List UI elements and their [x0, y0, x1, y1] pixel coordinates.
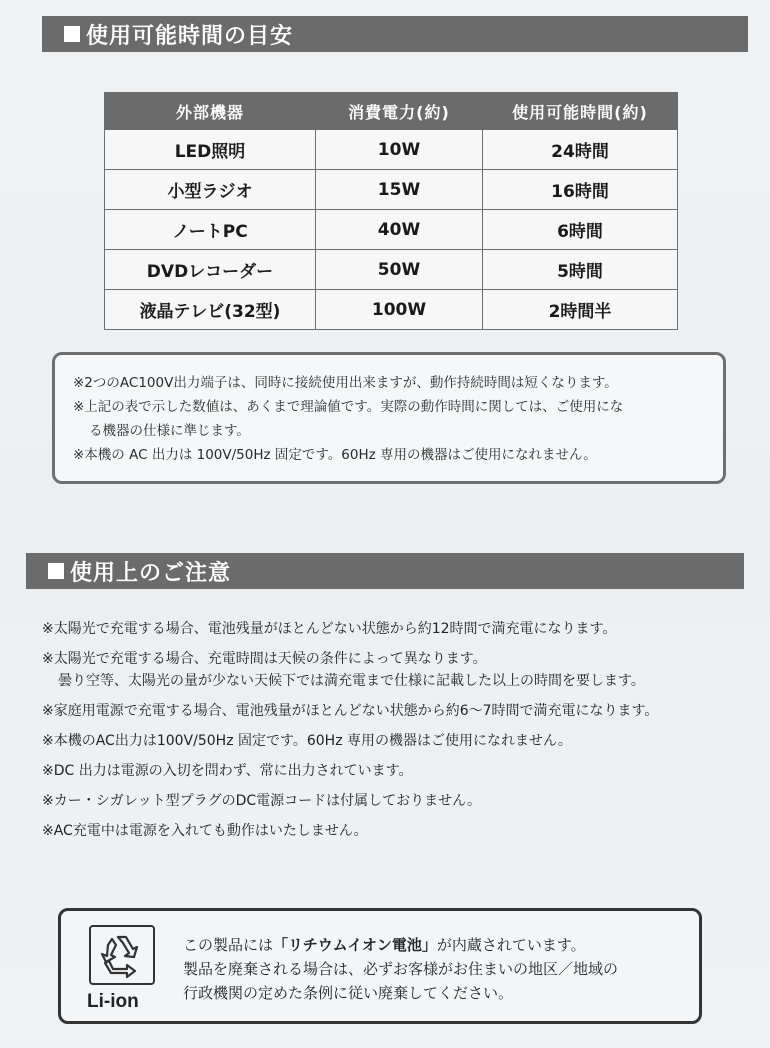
cell-device: 小型ラジオ: [105, 170, 316, 210]
cautions-list: [42, 618, 742, 842]
caution-item-continued: 曇り空等、太陽光の量が少ない天候下では満充電まで仕様に記載した以上の時間を要します。: [58, 673, 645, 689]
square-bullet-icon: [48, 563, 64, 579]
notes-box: [52, 352, 726, 484]
caution-item: ※本機のAC出力は100V/50Hz 固定です。60Hz 専用の機器はご使用になれません。: [42, 733, 572, 749]
recycle-arrows-icon: [91, 927, 153, 983]
caution-item: ※DC 出力は電源の入切を問わず、常に出力されています。: [42, 763, 413, 779]
caution-item: ※太陽光で充電する場合、電池残量がほとんどない状態から約12時間で満充電になります。: [42, 621, 617, 637]
li-ion-label: Li-ion: [87, 991, 139, 1012]
cell-device: LED照明: [105, 130, 316, 170]
cell-device: DVDレコーダー: [105, 250, 316, 290]
battery-type-emphasis: 「リチウムイオン電池」: [273, 936, 437, 954]
recycle-text-part: が内蔵されています。: [436, 936, 586, 954]
cell-time: 24時間: [483, 130, 678, 170]
table-row: [105, 170, 678, 210]
square-bullet-icon: [64, 26, 80, 42]
section-title: 使用可能時間の目安: [86, 23, 294, 49]
table-row: [105, 290, 678, 330]
section-title: 使用上のご注意: [70, 560, 232, 586]
table-row: [105, 130, 678, 170]
recycle-text-line: 行政機関の定めた条例に従い廃棄してください。: [183, 984, 514, 1002]
column-header-power: 消費電力(約): [316, 93, 483, 130]
column-header-time: 使用可能時間(約): [483, 93, 678, 130]
note-line: ※2つのAC100V出力端子は、同時に接続使用出来ますが、動作持続時間は短くなります。: [73, 375, 618, 391]
recycle-icon: [89, 925, 155, 985]
note-line: ※上記の表で示した数値は、あくまで理論値です。実際の動作時間に関しては、ご使用にな: [73, 399, 624, 415]
table-row: [105, 250, 678, 290]
section-header-usage-time: [42, 16, 748, 52]
cell-time: 5時間: [483, 250, 678, 290]
recycle-text-line: [183, 933, 618, 957]
section-header-cautions: [26, 553, 744, 589]
recycle-text-part: この製品には: [183, 936, 274, 954]
cell-power: 50W: [316, 250, 483, 290]
cell-power: 40W: [316, 210, 483, 250]
cell-time: 6時間: [483, 210, 678, 250]
recycle-text-line: 製品を廃棄される場合は、必ずお客様がお住まいの地区／地域の: [183, 960, 619, 978]
caution-item: ※家庭用電源で充電する場合、電池残量がほとんどない状態から約6〜7時間で満充電になります。: [42, 703, 659, 719]
table-row: [105, 210, 678, 250]
cell-power: 15W: [316, 170, 483, 210]
note-line: ※本機の AC 出力は 100V/50Hz 固定です。60Hz 専用の機器はご使用になれません。: [73, 447, 597, 463]
recycle-notice-box: [58, 908, 702, 1024]
table-header-row: [105, 93, 678, 130]
cell-time: 16時間: [483, 170, 678, 210]
note-line: る機器の仕様に準じます。: [89, 423, 250, 439]
cell-device: ノートPC: [105, 210, 316, 250]
caution-item: ※カー・シガレット型プラグのDC電源コードは付属しておりません。: [42, 793, 481, 809]
cell-power: 100W: [316, 290, 483, 330]
cell-device: 液晶テレビ(32型): [105, 290, 316, 330]
cell-power: 10W: [316, 130, 483, 170]
cell-time: 2時間半: [483, 290, 678, 330]
caution-item: ※AC充電中は電源を入れても動作はいたしません。: [42, 823, 368, 839]
usage-time-table: [104, 92, 678, 330]
column-header-device: 外部機器: [105, 93, 316, 130]
caution-item: ※太陽光で充電する場合、充電時間は天候の条件によって異なります。: [42, 651, 487, 667]
recycle-text: [183, 933, 618, 1005]
